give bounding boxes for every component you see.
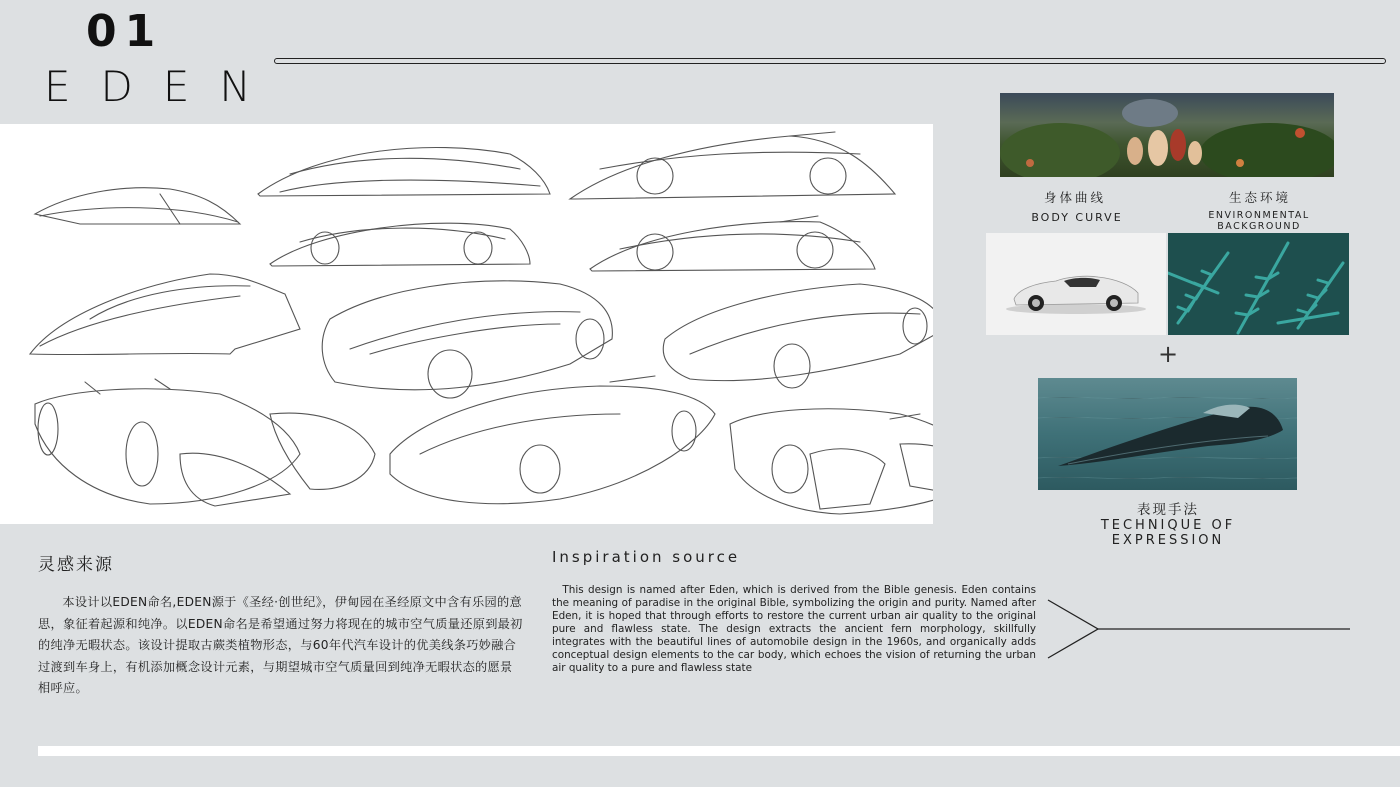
fern-leaves-illustration bbox=[1168, 233, 1349, 335]
environment-label-cn: 生态环境 bbox=[1228, 190, 1291, 205]
sketch-three-quarter-3 bbox=[663, 284, 933, 388]
fern-image bbox=[1168, 233, 1349, 335]
sketch-profile-3 bbox=[570, 132, 895, 199]
body-curve-label-en: BODY CURVE bbox=[1031, 211, 1123, 224]
sketch-profile-4 bbox=[270, 223, 530, 266]
painting-figures-illustration bbox=[1000, 93, 1334, 177]
classic-car-illustration bbox=[986, 233, 1166, 335]
painting-image bbox=[1000, 93, 1334, 177]
section-number: 01 bbox=[86, 6, 164, 57]
plus-sign: + bbox=[1157, 340, 1179, 368]
sketch-front-1 bbox=[35, 379, 375, 506]
environment-label-en: ENVIRONMENTAL BACKGROUND bbox=[1208, 210, 1310, 232]
header-divider bbox=[274, 58, 1386, 64]
concept-render-image bbox=[1038, 378, 1297, 490]
concept-boat-car-illustration bbox=[1038, 378, 1297, 490]
technique-label-cn: 表现手法 bbox=[1137, 502, 1199, 518]
sketch-panel bbox=[0, 124, 933, 524]
page-title: EDEN bbox=[44, 62, 281, 111]
classic-car-image bbox=[986, 233, 1166, 335]
car-sketches-illustration bbox=[0, 124, 933, 524]
body-curve-label-cn: 身体曲线 bbox=[1043, 190, 1106, 205]
inspiration-body-cn: 本设计以EDEN命名,EDEN源于《圣经·创世纪》，伊甸园在圣经原文中含有乐园的意思，象征着起源和纯净。以EDEN命名是希望通过努力将现在的城市空气质量还原到最初的纯净无暇状态。该设计提取古蕨类植物形态，与60年代汽车设计的优美线条巧妙融合过渡到车身上，有机添加概念设计元素，与期望城市空气质量回到纯净无暇状态的愿景相呼应。 bbox=[38, 595, 523, 695]
sketch-profile-2 bbox=[258, 147, 550, 196]
technique-label-en: TECHNIQUE OF EXPRESSION bbox=[1100, 518, 1236, 548]
sketch-profile-1 bbox=[35, 188, 240, 224]
sketch-front-3 bbox=[730, 409, 933, 514]
inspiration-heading-cn: 灵感来源 bbox=[38, 555, 114, 575]
sketch-three-quarter-1 bbox=[30, 274, 300, 355]
sketch-three-quarter-2 bbox=[322, 281, 612, 398]
arrow-decoration bbox=[1040, 596, 1360, 664]
inspiration-body-en: This design is named after Eden, which is derived from the Bible genesis. Eden contains the meaning of paradise in the original Bible, symbolizing the origin and purity. Named after Eden, it is hoped that through efforts to restore the current urban air quality to the original pure and flawless state. The design extracts the ancient fern morphology, skillfully integrates with the beautiful lines of automobile design in the 1960s, and organically adds conceptual design elements to the car body, which echoes the vision of returning the urban air quality to a pure and flawless state bbox=[552, 584, 1036, 674]
inspiration-heading-en: Inspiration source bbox=[552, 548, 741, 566]
footer-bar bbox=[38, 746, 1400, 756]
sketch-profile-5 bbox=[590, 216, 875, 271]
